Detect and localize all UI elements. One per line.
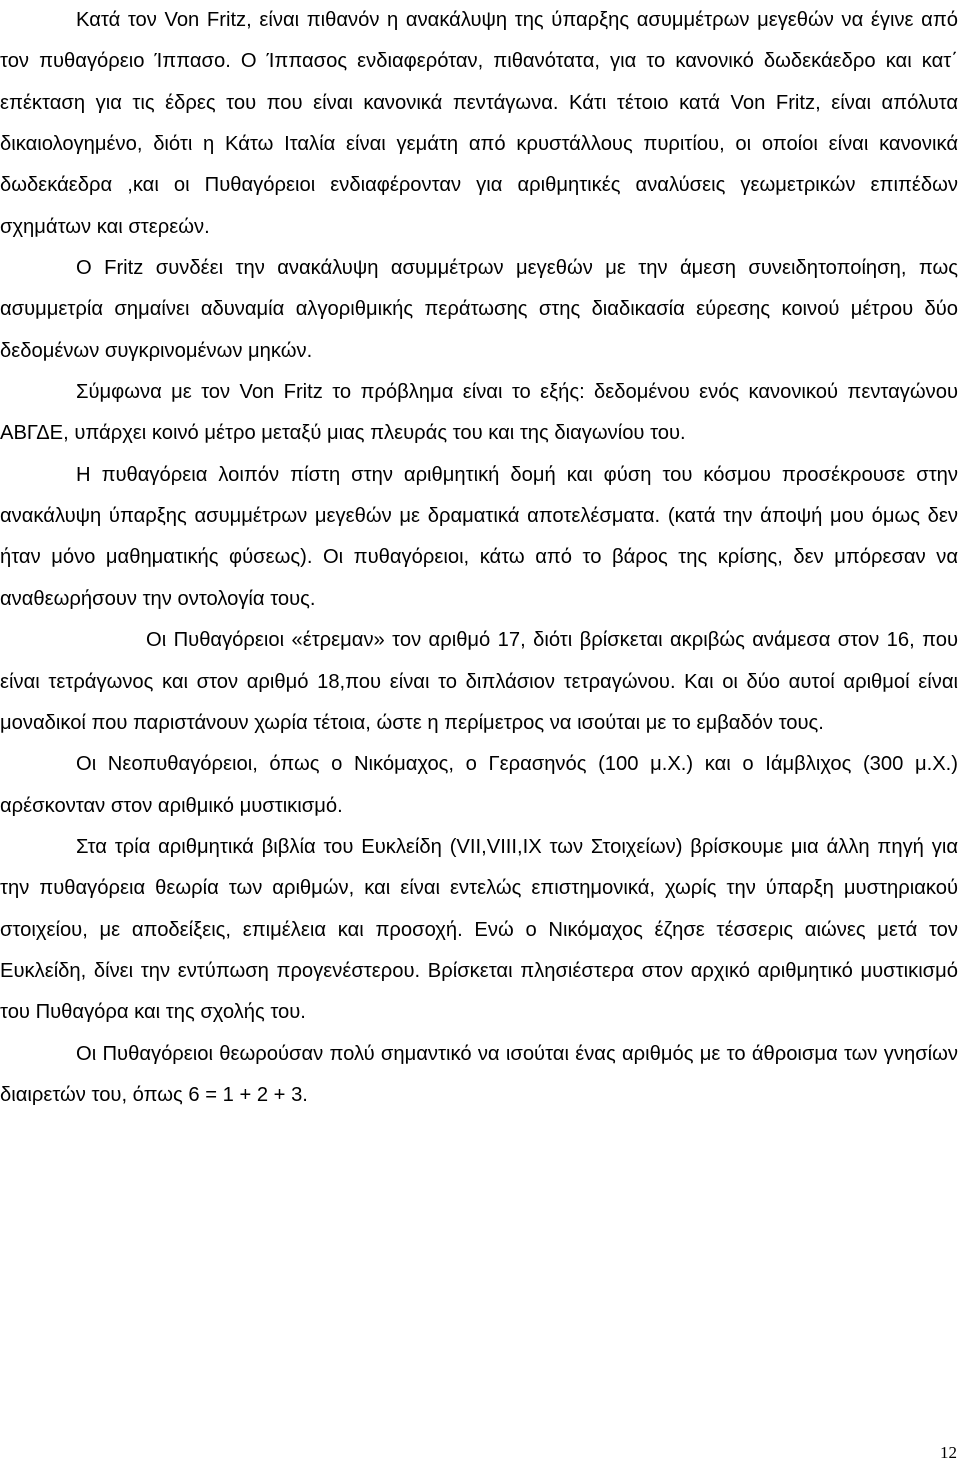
paragraph-neopythagoreans: Οι Νεοπυθαγόρειοι, όπως ο Νικόμαχος, ο Γερασηνός (100 μ.Χ.) και ο Ιάμβλιχος (300 μ.Χ.) αρέσκονταν στον αριθμικό μυστικισμό. (0, 753, 958, 817)
paragraph-euclid-books: Στα τρία αριθμητικά βιβλία του Ευκλείδη (VII,VIII,IX των Στοιχείων) βρίσκουμε μια άλλη πηγή για την πυθαγόρεια θεωρία των αριθμών, και είναι εντελώς επιστημονικά, χωρίς την ύπαρξη μυστηριακού στοιχείου, με αποδείξεις, επιμέλεια και προσοχή. Ενώ ο Νικόμαχος έζησε τέσσερις αιώνες μετά τον Ευκλείδη, δίνει την εντύπωση προγενέστερου. Βρίσκεται πλησιέστερα στον αρχικό αριθμητικό μυστικισμό του Πυθαγόρα και της σχολής του. (0, 835, 958, 1024)
paragraph-fritz-incommensurables: Ο Fritz συνδέει την ανακάλυψη ασυμμέτρων μεγεθών με την άμεση συνειδητοποίηση, πως ασυμμετρία σημαίνει αδυναμία αλγοριθμικής περάτωσης στης διαδικασία εύρεσης κοινού μέτρου δύο δεδομένων συγκρινομένων μηκών. (0, 257, 958, 362)
paragraph-pentagon-problem: Σύμφωνα με τον Von Fritz το πρόβλημα είναι το εξής: δεδομένου ενός κανονικού πενταγώνου ΑΒΓΔΕ, υπάρχει κοινό μέτρο μεταξύ μιας πλευράς του και της διαγωνίου του. (0, 381, 958, 445)
paragraph-pythagorean-crisis: Η πυθαγόρεια λοιπόν πίστη στην αριθμητική δομή και φύση του κόσμου προσέκρουσε στην ανακάλυψη ύπαρξης ασυμμέτρων μεγεθών με δραματικά αποτελέσματα. (κατά την άποψή μου όμως δεν ήταν μόνο μαθηματικής φύσεως). Οι πυθαγόρειοι, κάτω από το βάρος της κρίσης, δεν μπόρεσαν να αναθεωρήσουν την οντολογία τους. (0, 463, 958, 610)
paragraph-number-seventeen: Οι Πυθαγόρειοι «έτρεμαν» τον αριθμό 17, διότι βρίσκεται ακριβώς ανάμεσα στον 16, που είναι τετράγωνος και στον αριθμό 18,που είναι το διπλάσιον τετραγώνου. Και οι δύο αυτοί αριθμοί είναι μοναδικοί που παριστάνουν χωρία τέτοια, ώστε η περίμετρος να ισούται με το εμβαδόν τους. (0, 629, 958, 734)
paragraph-perfect-numbers: Οι Πυθαγόρειοι θεωρούσαν πολύ σημαντικό να ισούται ένας αριθμός με το άθροισμα των γνησίων διαιρετών του, όπως 6 = 1 + 2 + 3. (0, 1042, 958, 1106)
page-number: 12 (940, 1443, 957, 1462)
paragraph-von-fritz-hippasus: Κατά τον Von Fritz, είναι πιθανόν η ανακάλυψη της ύπαρξης ασυμμέτρων μεγεθών να έγινε από τον πυθαγόρειο Ίππασο. Ο Ίππασος ενδιαφερόταν, πιθανότατα, για το κανονικό δωδεκάεδρο και κατ΄ επέκταση για τις έδρες του που είναι κανονικά πεντάγωνα. Κάτι τέτοιο κατά Von Fritz, είναι απόλυτα δικαιολογημένο, διότι η Κάτω Ιταλία είναι γεμάτη από κρυστάλλους πυριτίου, οι οποίοι είναι κανονικά δωδεκάεδρα ,και οι Πυθαγόρειοι ενδιαφέρονταν για αριθμητικές αναλύσεις γεωμετρικών επιπέδων σχημάτων και στερεών. (0, 9, 958, 238)
